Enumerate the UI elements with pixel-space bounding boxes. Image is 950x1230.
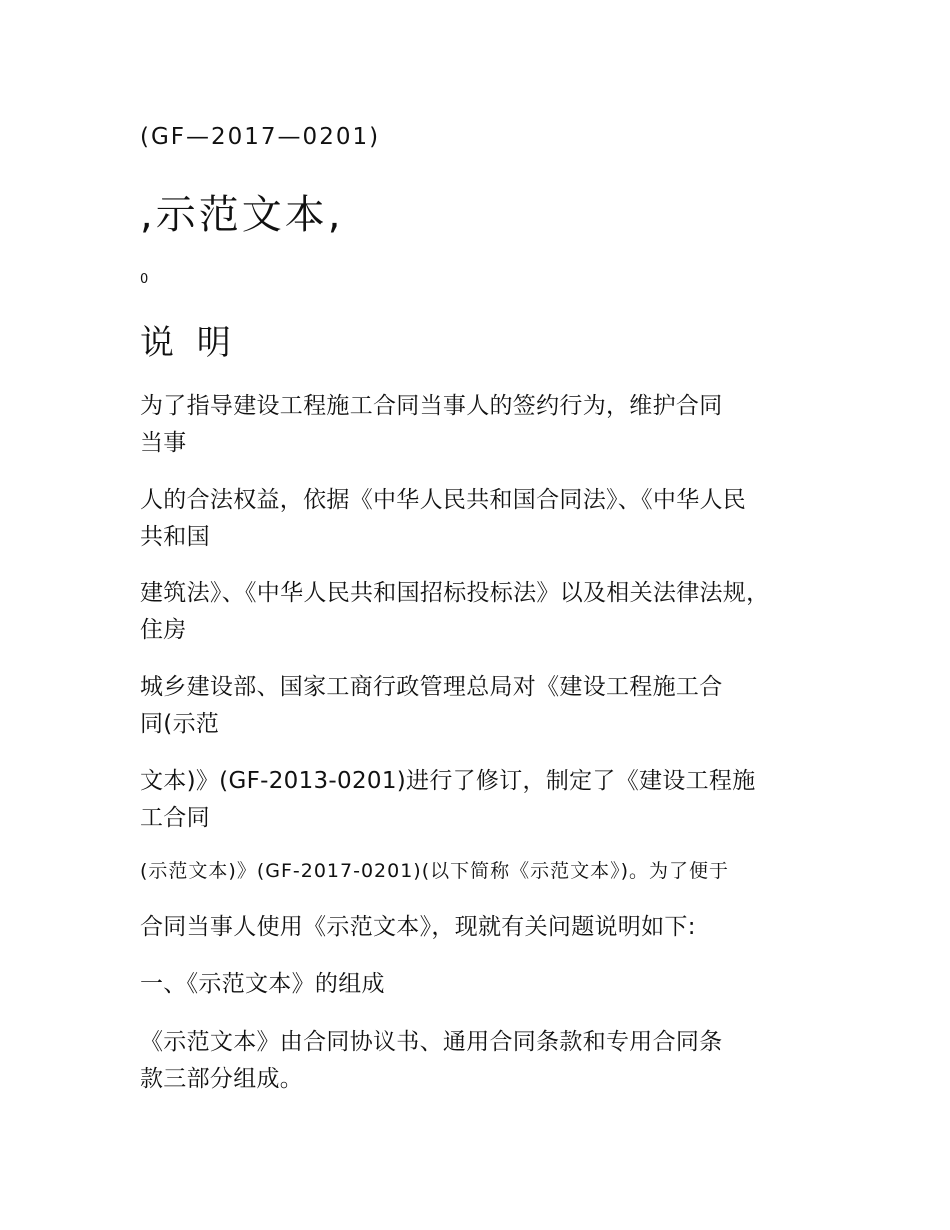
zero-mark: 0 bbox=[140, 272, 149, 287]
paragraph-6 bbox=[140, 853, 820, 890]
paragraph-line: 人的合法权益，依据《中华人民共和国合同法》、《中华人民 bbox=[140, 487, 747, 513]
paragraph-9 bbox=[140, 1024, 820, 1098]
paragraph-5 bbox=[140, 763, 820, 837]
section-heading: 说 明 bbox=[140, 323, 237, 363]
paragraph-line: 同(示范 bbox=[140, 711, 220, 737]
paragraph-4 bbox=[140, 669, 820, 743]
paragraph-2 bbox=[140, 482, 820, 556]
paragraph-line: 为了指导建设工程施工合同当事人的签约行为，维护合同 bbox=[140, 393, 723, 419]
document-title: ,示范文本, bbox=[140, 192, 344, 238]
document-code: (GF—2017—0201) bbox=[140, 124, 381, 150]
paragraph-line: 建筑法》、《中华人民共和国招标投标法》以及相关法律法规， bbox=[140, 580, 770, 606]
paragraph-7 bbox=[140, 909, 820, 946]
paragraph-line: 合同当事人使用《示范文本》，现就有关问题说明如下: bbox=[140, 914, 696, 940]
paragraph-1 bbox=[140, 388, 820, 462]
paragraph-line: 住房 bbox=[140, 617, 187, 643]
paragraph-line: 一、《示范文本》的组成 bbox=[140, 971, 385, 997]
paragraph-line: 当事 bbox=[140, 430, 187, 456]
paragraph-line: 城乡建设部、国家工商行政管理总局对《建设工程施工合 bbox=[140, 674, 723, 700]
paragraph-line: 工合同 bbox=[140, 805, 210, 831]
paragraph-line: (示范文本)》(GF-2017-0201)(以下简称《示范文本》)。为了便于 bbox=[140, 860, 730, 882]
paragraph-line: 文本)》(GF-2013-0201)进行了修订，制定了《建设工程施 bbox=[140, 768, 756, 794]
paragraph-3 bbox=[140, 575, 820, 649]
paragraph-line: 共和国 bbox=[140, 524, 210, 550]
paragraph-line: 《示范文本》由合同协议书、通用合同条款和专用合同条 bbox=[140, 1029, 723, 1055]
section-subheading bbox=[140, 966, 820, 1003]
paragraph-line: 款三部分组成。 bbox=[140, 1066, 304, 1092]
